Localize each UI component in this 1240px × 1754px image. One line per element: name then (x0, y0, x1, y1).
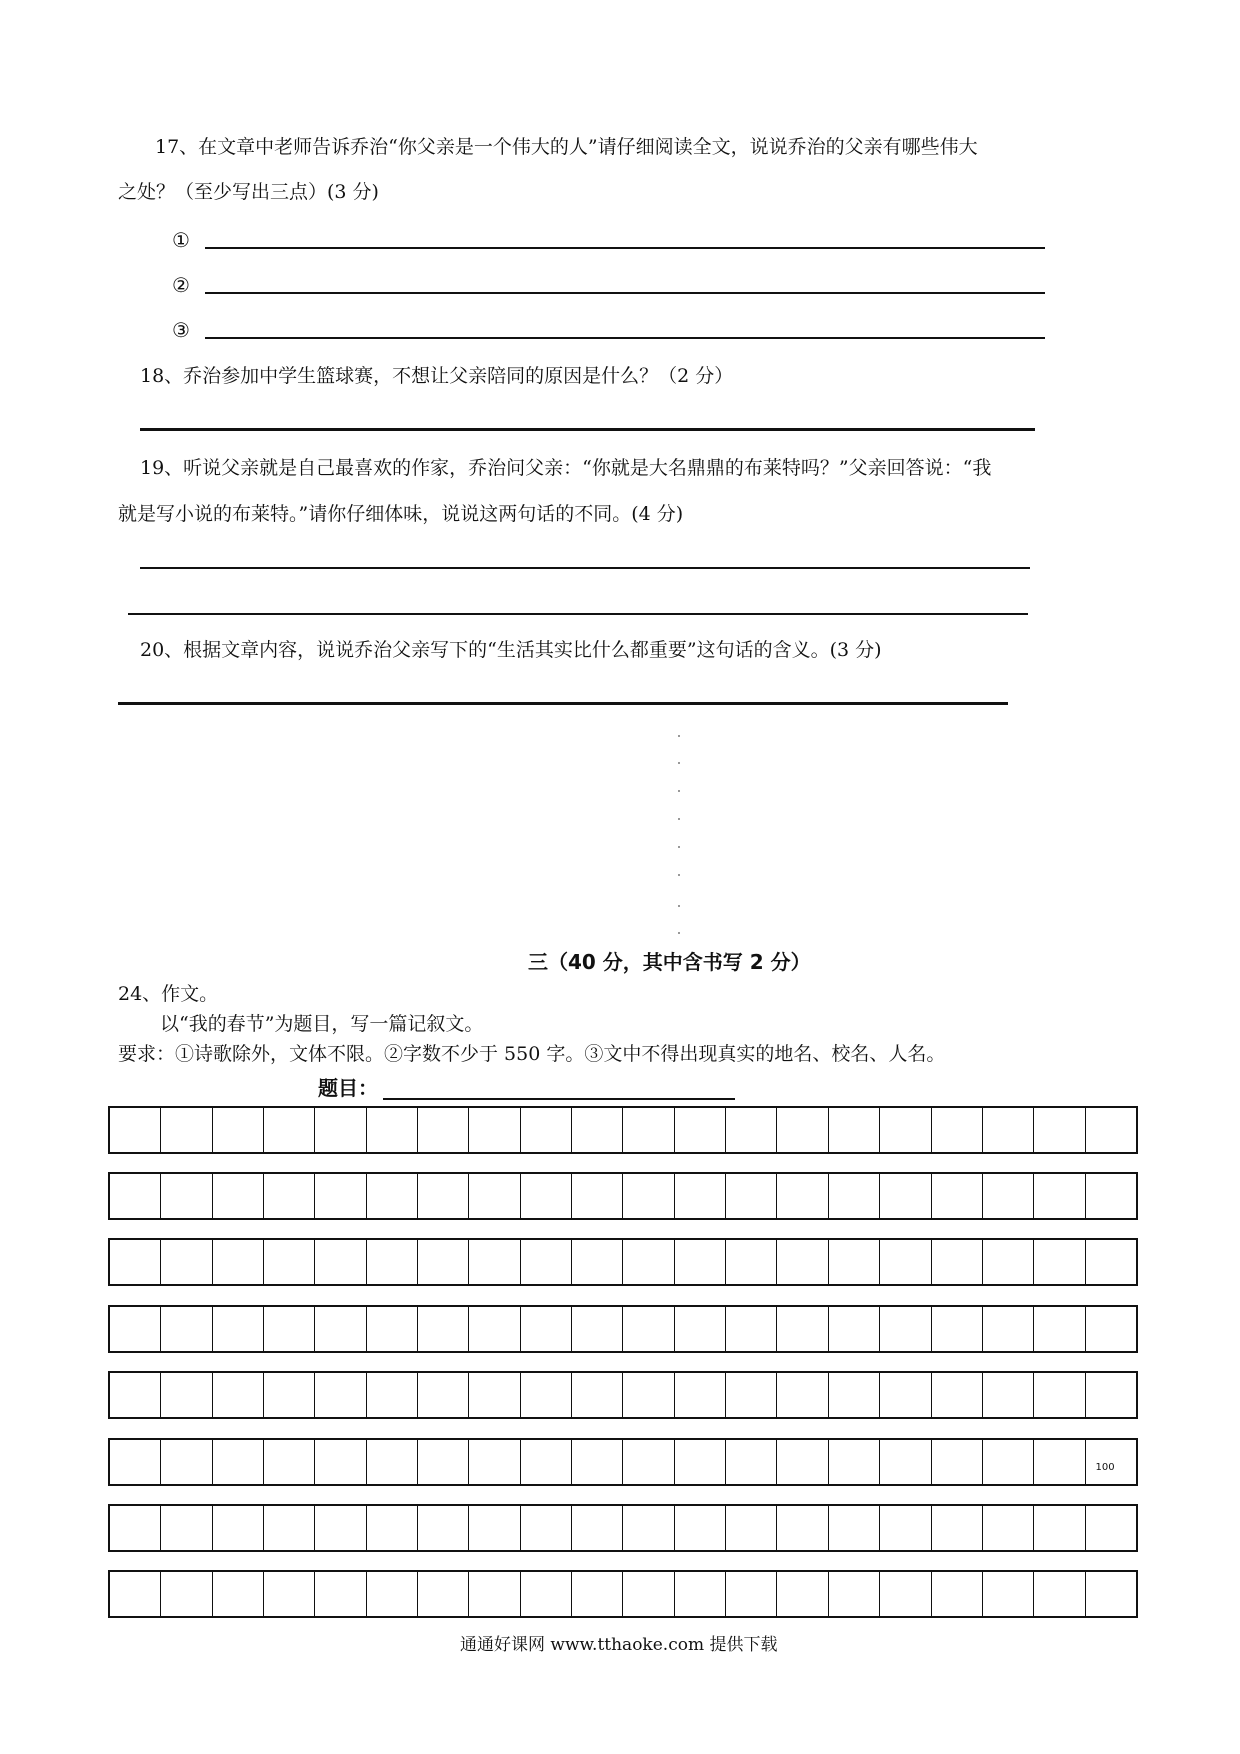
essay-grid-cell[interactable] (572, 1240, 623, 1284)
essay-grid-cell[interactable] (983, 1174, 1034, 1218)
essay-grid-cell[interactable] (880, 1506, 931, 1550)
essay-title-label: 题目： (318, 1076, 378, 1100)
essay-grid-cell[interactable] (983, 1108, 1034, 1152)
essay-grid-row (108, 1172, 1138, 1220)
essay-grid-cell[interactable] (110, 1307, 161, 1351)
q17-answer-line-3[interactable] (205, 337, 1045, 339)
essay-grid-cell[interactable] (521, 1506, 572, 1550)
q19-line1: 19、听说父亲就是自己最喜欢的作家，乔治问父亲：“你就是大名鼎鼎的布莱特吗？”父亲回答说：“我 (140, 457, 992, 479)
essay-grid-cell[interactable] (880, 1572, 931, 1616)
essay-grid-row (108, 1371, 1138, 1419)
essay-grid-cell[interactable] (726, 1506, 777, 1550)
essay-title-input[interactable] (383, 1098, 735, 1100)
essay-grid-cell[interactable] (110, 1240, 161, 1284)
essay-grid-cell[interactable] (213, 1440, 264, 1484)
essay-grid-cell[interactable] (1086, 1506, 1136, 1550)
essay-grid-cell[interactable] (213, 1307, 264, 1351)
section-3-heading: 三（40 分，其中含书写 2 分） (528, 950, 811, 974)
essay-grid-cell[interactable] (829, 1373, 880, 1417)
essay-grid-cell[interactable] (1034, 1373, 1085, 1417)
essay-grid-cell[interactable] (880, 1307, 931, 1351)
essay-grid-cell[interactable] (777, 1572, 828, 1616)
essay-grid-cell[interactable] (623, 1240, 674, 1284)
essay-grid-cell[interactable] (572, 1506, 623, 1550)
essay-grid-cell[interactable] (1034, 1240, 1085, 1284)
essay-grid-cell[interactable] (932, 1174, 983, 1218)
scan-speck (678, 874, 680, 876)
scan-speck (678, 790, 680, 792)
essay-grid-cell[interactable] (932, 1307, 983, 1351)
essay-grid-cell[interactable] (469, 1240, 520, 1284)
essay-grid-cell[interactable] (983, 1572, 1034, 1616)
essay-grid-cell[interactable] (983, 1440, 1034, 1484)
essay-grid-cell[interactable] (469, 1373, 520, 1417)
essay-grid-cell[interactable] (1034, 1174, 1085, 1218)
essay-grid-cell[interactable] (367, 1307, 418, 1351)
essay-grid-cell[interactable] (469, 1307, 520, 1351)
q17-answer-line-2[interactable] (205, 292, 1045, 294)
essay-grid-cell[interactable] (469, 1108, 520, 1152)
essay-grid-cell[interactable] (161, 1240, 212, 1284)
essay-grid-cell[interactable] (367, 1174, 418, 1218)
essay-grid-cell[interactable] (932, 1572, 983, 1616)
essay-grid-cell[interactable] (1086, 1572, 1136, 1616)
essay-grid-cell[interactable] (726, 1174, 777, 1218)
scan-speck (678, 762, 680, 764)
essay-grid-cell[interactable] (726, 1572, 777, 1616)
essay-grid-cell[interactable] (983, 1506, 1034, 1550)
essay-grid-row (108, 1106, 1138, 1154)
essay-grid-cell[interactable] (367, 1572, 418, 1616)
essay-grid-cell[interactable] (367, 1440, 418, 1484)
essay-grid-cell[interactable] (161, 1506, 212, 1550)
essay-grid-cell[interactable] (418, 1307, 469, 1351)
essay-grid-cell[interactable] (213, 1108, 264, 1152)
essay-grid-cell[interactable] (367, 1108, 418, 1152)
essay-grid-row (108, 1504, 1138, 1552)
essay-grid-row (108, 1570, 1138, 1618)
essay-grid-cell[interactable] (572, 1174, 623, 1218)
essay-grid-cell[interactable] (675, 1506, 726, 1550)
essay-grid-cell[interactable] (675, 1307, 726, 1351)
scan-speck (678, 846, 680, 848)
essay-grid-cell[interactable] (418, 1174, 469, 1218)
essay-grid-cell[interactable] (932, 1108, 983, 1152)
essay-grid-cell[interactable] (264, 1108, 315, 1152)
essay-grid-cell[interactable] (675, 1108, 726, 1152)
essay-grid-cell[interactable] (572, 1373, 623, 1417)
q17-line2: 之处？（至少写出三点）(3 分) (118, 181, 379, 203)
essay-grid-cell[interactable] (932, 1440, 983, 1484)
essay-grid-cell[interactable] (521, 1572, 572, 1616)
essay-grid-cell[interactable] (315, 1572, 366, 1616)
essay-grid-cell[interactable] (572, 1440, 623, 1484)
essay-grid-cell[interactable] (315, 1506, 366, 1550)
essay-grid-cell[interactable] (418, 1572, 469, 1616)
essay-grid-cell[interactable] (315, 1108, 366, 1152)
essay-grid-cell[interactable] (1086, 1373, 1136, 1417)
essay-grid-cell[interactable] (315, 1440, 366, 1484)
essay-grid-cell[interactable] (623, 1506, 674, 1550)
essay-grid-cell[interactable] (213, 1572, 264, 1616)
essay-grid-cell[interactable] (1034, 1572, 1085, 1616)
essay-grid-cell[interactable] (880, 1174, 931, 1218)
essay-grid-cell[interactable] (777, 1240, 828, 1284)
q20-text: 20、根据文章内容，说说乔治父亲写下的“生活其实比什么都重要”这句话的含义。(3 分) (140, 639, 882, 661)
scan-speck (678, 735, 680, 737)
essay-grid-cell[interactable] (469, 1174, 520, 1218)
essay-grid-cell[interactable] (264, 1174, 315, 1218)
essay-grid-cell[interactable] (418, 1108, 469, 1152)
essay-grid-cell[interactable] (932, 1240, 983, 1284)
footer-source: 通通好课网 www.tthaoke.com 提供下载 (460, 1635, 778, 1655)
essay-grid-cell[interactable] (418, 1440, 469, 1484)
essay-grid-cell[interactable] (315, 1174, 366, 1218)
essay-grid-cell[interactable] (264, 1373, 315, 1417)
essay-grid-cell[interactable] (161, 1572, 212, 1616)
essay-grid-cell[interactable] (829, 1572, 880, 1616)
essay-grid-row (108, 1438, 1138, 1486)
essay-grid-cell[interactable] (1034, 1506, 1085, 1550)
essay-grid-cell[interactable] (623, 1307, 674, 1351)
scan-speck (678, 932, 680, 934)
scan-speck (678, 818, 680, 820)
essay-grid-cell[interactable] (880, 1240, 931, 1284)
essay-grid-cell[interactable] (161, 1373, 212, 1417)
essay-grid-cell[interactable] (110, 1440, 161, 1484)
essay-grid-cell[interactable] (264, 1440, 315, 1484)
essay-grid-cell[interactable] (469, 1572, 520, 1616)
essay-grid-cell[interactable] (829, 1108, 880, 1152)
essay-grid-cell[interactable] (623, 1108, 674, 1152)
essay-grid-cell[interactable] (932, 1506, 983, 1550)
word-count-mark: 100 (1095, 1462, 1115, 1473)
essay-grid-cell[interactable] (1086, 1174, 1136, 1218)
essay-grid-cell[interactable] (521, 1108, 572, 1152)
essay-grid-cell[interactable] (880, 1108, 931, 1152)
essay-grid-cell[interactable] (110, 1572, 161, 1616)
essay-grid-cell[interactable] (983, 1373, 1034, 1417)
essay-grid-cell[interactable] (1086, 1307, 1136, 1351)
scan-speck (678, 905, 680, 907)
essay-grid-cell[interactable] (1086, 1108, 1136, 1152)
essay-grid-row (108, 1305, 1138, 1353)
essay-grid-cell[interactable] (521, 1240, 572, 1284)
essay-grid-cell[interactable] (315, 1240, 366, 1284)
essay-grid-cell[interactable] (572, 1572, 623, 1616)
essay-grid-cell[interactable] (777, 1440, 828, 1484)
essay-grid-row (108, 1238, 1138, 1286)
essay-grid-cell[interactable] (264, 1307, 315, 1351)
q19-answer-line-1[interactable] (140, 567, 1030, 569)
q17-marker-3: ③ (172, 318, 190, 342)
essay-grid-cell[interactable] (777, 1373, 828, 1417)
essay-grid-cell[interactable] (932, 1373, 983, 1417)
essay-grid-cell[interactable] (983, 1240, 1034, 1284)
essay-grid-cell[interactable] (983, 1307, 1034, 1351)
essay-grid-cell[interactable] (521, 1174, 572, 1218)
q19-answer-line-2[interactable] (128, 613, 1028, 615)
essay-grid-cell[interactable] (623, 1440, 674, 1484)
essay-grid-cell[interactable] (418, 1506, 469, 1550)
essay-grid-cell[interactable] (675, 1174, 726, 1218)
essay-grid-cell[interactable] (418, 1240, 469, 1284)
essay-grid-cell[interactable] (1034, 1440, 1085, 1484)
q18-answer-line[interactable] (140, 428, 1035, 431)
q19-line2: 就是写小说的布莱特。”请你仔细体味，说说这两句话的不同。(4 分) (118, 503, 684, 525)
essay-grid-cell[interactable] (1086, 1440, 1136, 1484)
essay-grid-cell[interactable] (213, 1240, 264, 1284)
essay-grid-cell[interactable] (469, 1440, 520, 1484)
essay-grid-cell[interactable] (315, 1307, 366, 1351)
essay-grid-cell[interactable] (675, 1572, 726, 1616)
essay-grid-cell[interactable] (418, 1373, 469, 1417)
q17-line1: 17、在文章中老师告诉乔治“你父亲是一个伟大的人”请仔细阅读全文，说说乔治的父亲有哪些伟大 (155, 136, 978, 158)
essay-grid-cell[interactable] (675, 1440, 726, 1484)
essay-grid-cell[interactable] (110, 1506, 161, 1550)
q18-text: 18、乔治参加中学生篮球赛，不想让父亲陪同的原因是什么？（2 分） (140, 365, 734, 387)
q17-marker-2: ② (172, 273, 190, 297)
essay-grid-cell[interactable] (726, 1307, 777, 1351)
essay-grid-cell[interactable] (829, 1240, 880, 1284)
essay-grid-cell[interactable] (880, 1373, 931, 1417)
essay-grid-cell[interactable] (726, 1108, 777, 1152)
essay-grid-cell[interactable] (110, 1108, 161, 1152)
essay-grid-cell[interactable] (829, 1174, 880, 1218)
essay-grid-cell[interactable] (213, 1506, 264, 1550)
essay-grid-cell[interactable] (110, 1373, 161, 1417)
essay-grid-cell[interactable] (829, 1440, 880, 1484)
essay-grid-cell[interactable] (161, 1307, 212, 1351)
essay-grid-cell[interactable] (161, 1440, 212, 1484)
essay-grid-cell[interactable] (521, 1440, 572, 1484)
essay-grid-cell[interactable] (829, 1506, 880, 1550)
essay-grid-cell[interactable] (521, 1307, 572, 1351)
essay-grid-cell[interactable] (264, 1506, 315, 1550)
essay-grid-cell[interactable] (1034, 1108, 1085, 1152)
essay-grid-cell[interactable] (264, 1572, 315, 1616)
essay-grid-cell[interactable] (572, 1108, 623, 1152)
essay-grid-cell[interactable] (777, 1174, 828, 1218)
essay-grid-cell[interactable] (829, 1307, 880, 1351)
essay-grid-cell[interactable] (572, 1307, 623, 1351)
essay-grid-cell[interactable] (264, 1240, 315, 1284)
essay-grid-cell[interactable] (213, 1174, 264, 1218)
essay-grid-cell[interactable] (623, 1572, 674, 1616)
essay-grid-cell[interactable] (623, 1373, 674, 1417)
essay-grid-cell[interactable] (367, 1506, 418, 1550)
essay-grid-cell[interactable] (367, 1240, 418, 1284)
essay-grid-cell[interactable] (726, 1373, 777, 1417)
essay-grid-cell[interactable] (880, 1440, 931, 1484)
q24-requirements: 要求：①诗歌除外，文体不限。②字数不少于 550 字。③文中不得出现真实的地名、校名、人名。 (118, 1043, 946, 1065)
essay-grid-cell[interactable] (726, 1440, 777, 1484)
essay-grid-cell[interactable] (521, 1373, 572, 1417)
essay-grid-cell[interactable] (315, 1373, 366, 1417)
essay-grid-cell[interactable] (367, 1373, 418, 1417)
essay-grid-cell[interactable] (469, 1506, 520, 1550)
essay-grid-cell[interactable] (726, 1240, 777, 1284)
essay-grid-cell[interactable] (623, 1174, 674, 1218)
essay-grid-cell[interactable] (675, 1240, 726, 1284)
essay-grid-cell[interactable] (675, 1373, 726, 1417)
essay-grid-cell[interactable] (1034, 1307, 1085, 1351)
essay-grid-cell[interactable] (110, 1174, 161, 1218)
q17-answer-line-1[interactable] (205, 247, 1045, 249)
essay-grid-cell[interactable] (777, 1108, 828, 1152)
essay-grid-cell[interactable] (1086, 1240, 1136, 1284)
essay-grid-cell[interactable] (161, 1108, 212, 1152)
essay-grid-cell[interactable] (777, 1307, 828, 1351)
q17-marker-1: ① (172, 228, 190, 252)
essay-grid-cell[interactable] (777, 1506, 828, 1550)
q24-prompt: 以“我的春节”为题目，写一篇记叙文。 (160, 1013, 484, 1035)
essay-grid-cell[interactable] (213, 1373, 264, 1417)
q20-answer-line[interactable] (118, 702, 1008, 705)
q24-label: 24、作文。 (118, 983, 219, 1005)
essay-grid-cell[interactable] (161, 1174, 212, 1218)
